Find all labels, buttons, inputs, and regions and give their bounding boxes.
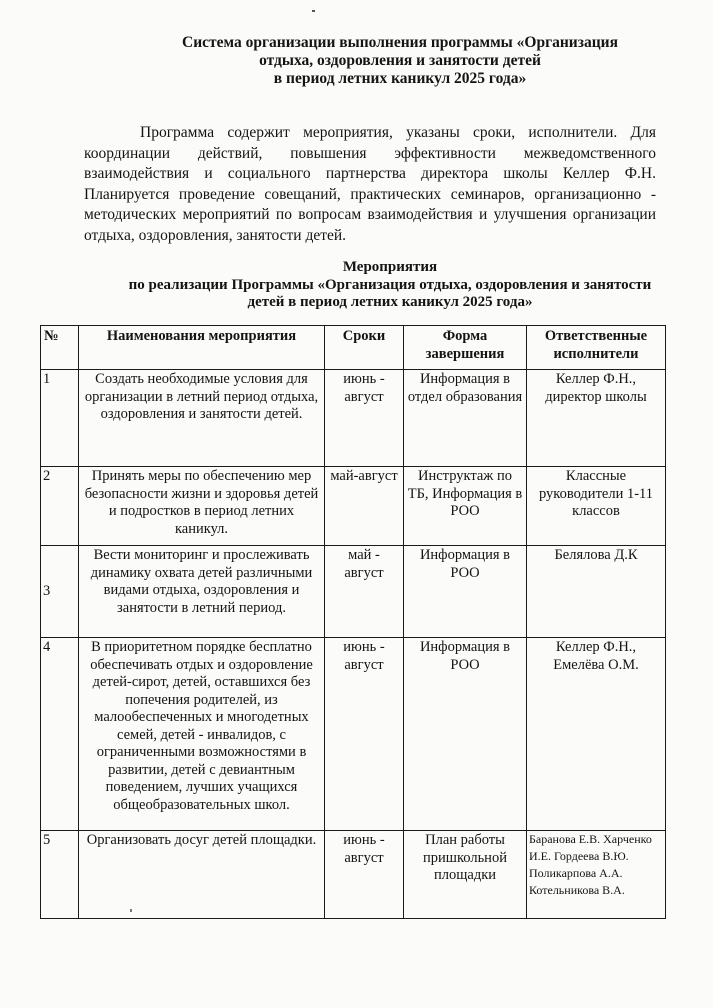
event-form: Информация в отдел образования — [404, 370, 527, 467]
event-responsible: Келлер Ф.Н., директор школы — [527, 370, 666, 467]
header-term: Сроки — [325, 326, 404, 370]
subtitle-line-2: по реализации Программы «Организация отдыха, оздоровления и занятости — [128, 276, 652, 293]
table-row — [41, 831, 666, 919]
event-form: Информация в РОО — [404, 638, 527, 831]
title-line-1: Система организации выполнения программы «Организация — [182, 34, 618, 51]
table-header-row — [41, 326, 666, 370]
event-term: май-август — [325, 467, 404, 546]
event-name: Вести мониторинг и прослеживать динамику охвата детей различными видами отдыха, оздоровления и занятости в летний период. — [79, 546, 325, 638]
subtitle-line-3: детей в период летних каникул 2025 года» — [247, 294, 533, 310]
event-form: Информация в РОО — [404, 546, 527, 638]
document-title — [120, 34, 680, 88]
row-number: 1 — [41, 370, 79, 467]
title-line-2: отдыха, оздоровления и занятости детей — [259, 52, 541, 69]
table-heading — [90, 259, 690, 312]
header-resp: Ответственные исполнители — [527, 326, 666, 370]
row-number: 3 — [41, 546, 79, 638]
event-form: План работы пришкольной площадки — [404, 831, 527, 919]
event-term: июнь - август — [325, 638, 404, 831]
event-responsible: Классные руководители 1-11 классов — [527, 467, 666, 546]
event-responsible: Баранова Е.В. Харченко И.Е. Гордеева В.Ю. Поликарпова А.А. Котельникова В.А. — [527, 831, 666, 919]
table-row — [41, 546, 666, 638]
header-no: № — [41, 326, 79, 370]
events-table — [40, 325, 666, 919]
event-responsible: Белялова Д.К — [527, 546, 666, 638]
event-name: Создать необходимые условия для организации в летний период отдыха, оздоровления и занятости детей. — [79, 370, 325, 467]
title-line-3: в период летних каникул 2025 года» — [273, 70, 527, 87]
scan-speck — [312, 10, 315, 12]
table-row — [41, 370, 666, 467]
subtitle-line-1: Мероприятия — [342, 259, 438, 275]
event-form: Инструктаж по ТБ, Информация в РОО — [404, 467, 527, 546]
row-number: 2 — [41, 467, 79, 546]
event-name: Организовать досуг детей площадки. — [79, 831, 325, 919]
intro-paragraph: Программа содержит мероприятия, указаны сроки, исполнители. Для координации действий, повышения эффективности межведомственного взаимодействия и социального партнерства директора школы Келлер Ф.Н. Планируется проведение совещаний, практических семинаров, организационно - методических мероприятий по вопросам взаимодействия и улучшения организации отдыха, оздоровления, занятости детей. — [84, 124, 656, 244]
event-term: июнь - август — [325, 831, 404, 919]
header-name: Наименования мероприятия — [79, 326, 325, 370]
table-row — [41, 467, 666, 546]
table-row — [41, 638, 666, 831]
event-responsible: Келлер Ф.Н., Емелёва О.М. — [527, 638, 666, 831]
event-name: В приоритетном порядке бесплатно обеспечивать отдых и оздоровление детей-сирот, детей, оставшихся без попечения родителей, из малообеспеченных и многодетных семей, детей - инвалидов, с ограниченными возможностями в развитии, детей с девиантным поведением, лучших учащихся общеобразовательных школ. — [79, 638, 325, 831]
event-term: июнь - август — [325, 370, 404, 467]
event-name: Принять меры по обеспечению мер безопасности жизни и здоровья детей и подростков в период летних каникул. — [79, 467, 325, 546]
row-number: 4 — [41, 638, 79, 831]
row-number: 5 — [41, 831, 79, 919]
event-term: май - август — [325, 546, 404, 638]
header-form: Форма завершения — [404, 326, 527, 370]
